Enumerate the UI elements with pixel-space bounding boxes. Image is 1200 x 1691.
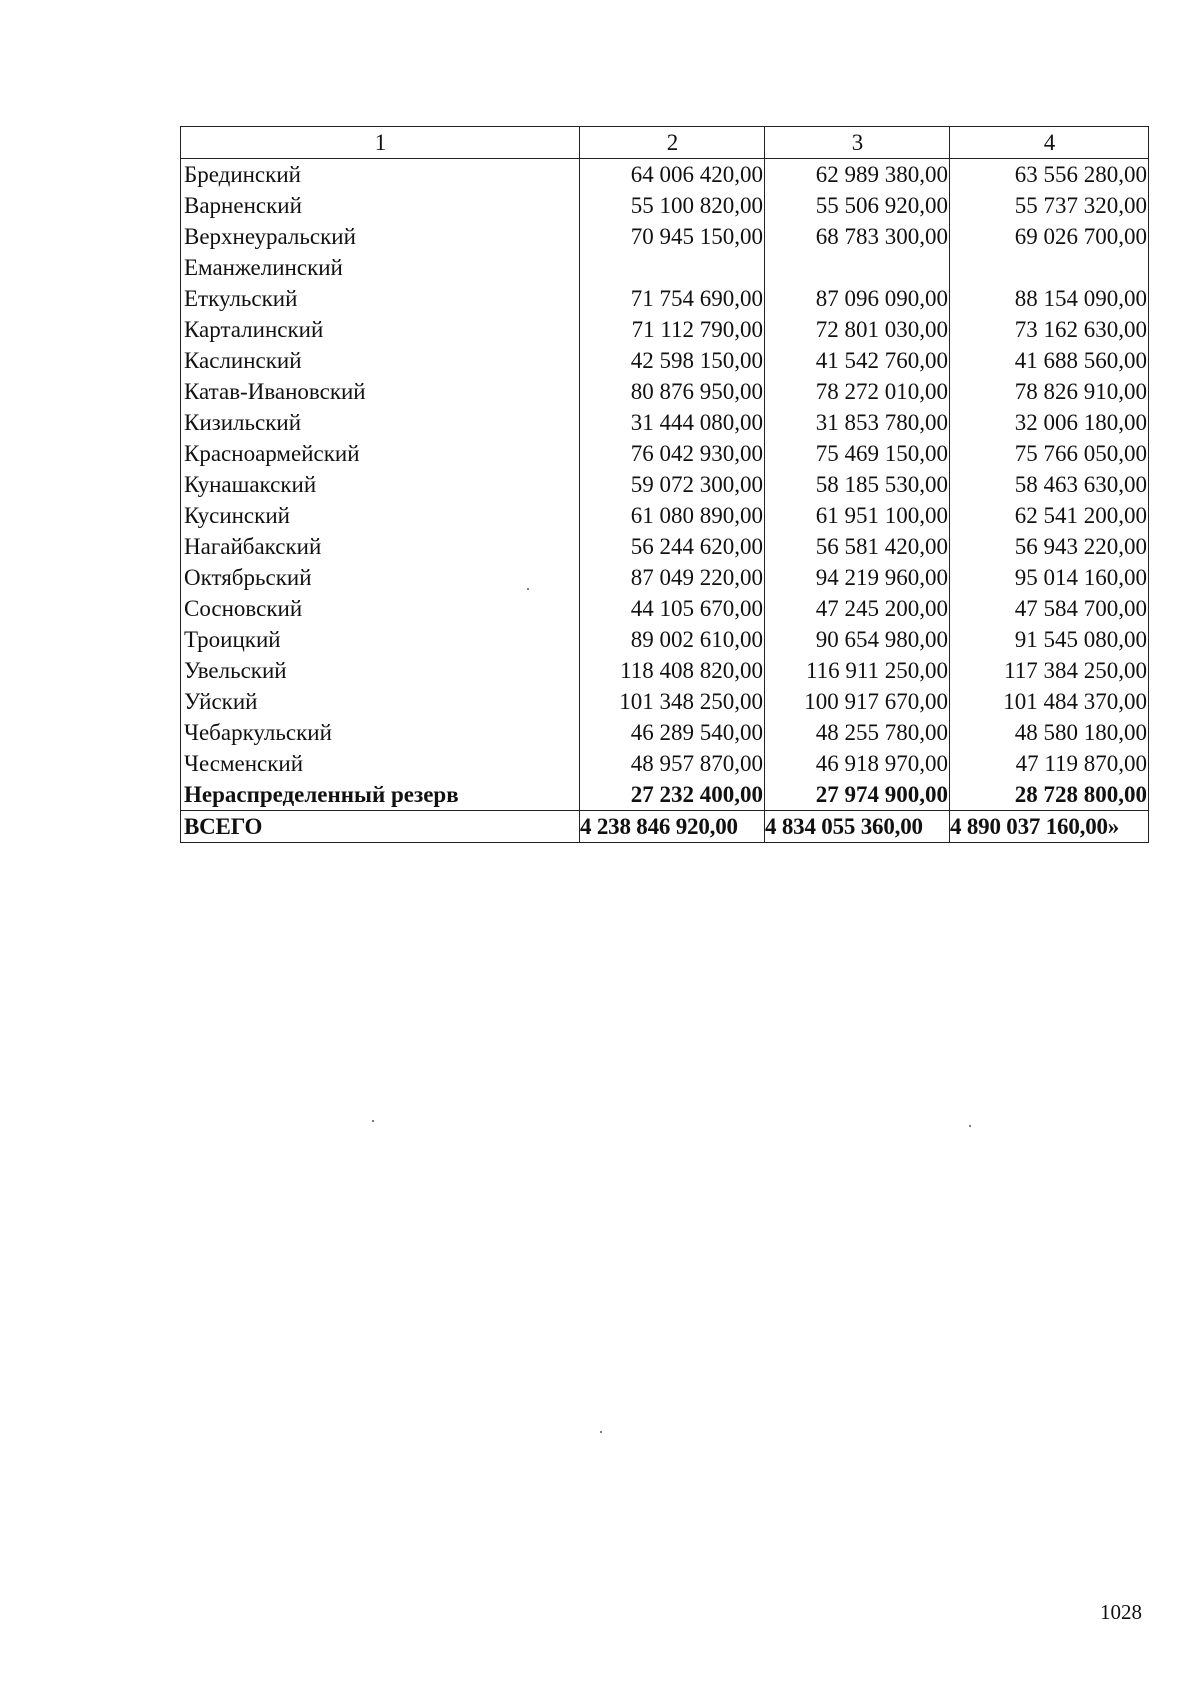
value-col-4: 32 006 180,00 bbox=[950, 407, 1149, 438]
table-row bbox=[181, 438, 1149, 469]
district-name: Катав-Ивановский bbox=[181, 376, 580, 407]
value-col-3: 48 255 780,00 bbox=[765, 717, 950, 748]
value-col-4: 95 014 160,00 bbox=[950, 562, 1149, 593]
district-name: Увельский bbox=[181, 655, 580, 686]
value-col-2 bbox=[580, 252, 765, 283]
value-col-4: 58 463 630,00 bbox=[950, 469, 1149, 500]
reserve-row bbox=[181, 779, 1149, 811]
table-row bbox=[181, 345, 1149, 376]
district-name: Чебаркульский bbox=[181, 717, 580, 748]
value-col-3: 41 542 760,00 bbox=[765, 345, 950, 376]
value-col-2: 44 105 670,00 bbox=[580, 593, 765, 624]
value-col-2: 59 072 300,00 bbox=[580, 469, 765, 500]
value-col-2: 89 002 610,00 bbox=[580, 624, 765, 655]
district-name: Красноармейский bbox=[181, 438, 580, 469]
value-col-4: 62 541 200,00 bbox=[950, 500, 1149, 531]
value-col-2: 80 876 950,00 bbox=[580, 376, 765, 407]
value-col-4: 55 737 320,00 bbox=[950, 190, 1149, 221]
district-name: Еткульский bbox=[181, 283, 580, 314]
district-name: Варненский bbox=[181, 190, 580, 221]
value-col-3: 31 853 780,00 bbox=[765, 407, 950, 438]
district-name: Нагайбакский bbox=[181, 531, 580, 562]
table-row bbox=[181, 748, 1149, 779]
district-name: Кизильский bbox=[181, 407, 580, 438]
value-col-4: 63 556 280,00 bbox=[950, 159, 1149, 191]
table-row bbox=[181, 593, 1149, 624]
value-col-3: 116 911 250,00 bbox=[765, 655, 950, 686]
value-col-3: 61 951 100,00 bbox=[765, 500, 950, 531]
value-col-2: 101 348 250,00 bbox=[580, 686, 765, 717]
value-col-4: 101 484 370,00 bbox=[950, 686, 1149, 717]
table-row bbox=[181, 407, 1149, 438]
value-col-3 bbox=[765, 252, 950, 283]
header-col-3: 3 bbox=[765, 127, 950, 159]
value-col-2: 56 244 620,00 bbox=[580, 531, 765, 562]
value-col-4: 48 580 180,00 bbox=[950, 717, 1149, 748]
value-col-3: 100 917 670,00 bbox=[765, 686, 950, 717]
reserve-value-col-4: 28 728 800,00 bbox=[950, 779, 1149, 811]
district-name: Брединский bbox=[181, 159, 580, 191]
total-value-col-2: 4 238 846 920,00 bbox=[580, 811, 765, 843]
reserve-value-col-3: 27 974 900,00 bbox=[765, 779, 950, 811]
value-col-3: 87 096 090,00 bbox=[765, 283, 950, 314]
district-name: Верхнеуральский bbox=[181, 221, 580, 252]
value-col-4: 91 545 080,00 bbox=[950, 624, 1149, 655]
total-label: ВСЕГО bbox=[181, 811, 580, 843]
header-col-4: 4 bbox=[950, 127, 1149, 159]
total-row bbox=[181, 811, 1149, 843]
district-name: Октябрьский bbox=[181, 562, 580, 593]
table-row bbox=[181, 469, 1149, 500]
table-row bbox=[181, 376, 1149, 407]
district-name: Кусинский bbox=[181, 500, 580, 531]
table-row bbox=[181, 562, 1149, 593]
value-col-2: 31 444 080,00 bbox=[580, 407, 765, 438]
value-col-2: 76 042 930,00 bbox=[580, 438, 765, 469]
table-header-row bbox=[181, 127, 1149, 159]
value-col-2: 61 080 890,00 bbox=[580, 500, 765, 531]
value-col-4: 117 384 250,00 bbox=[950, 655, 1149, 686]
total-value-col-3: 4 834 055 360,00 bbox=[765, 811, 950, 843]
value-col-3: 94 219 960,00 bbox=[765, 562, 950, 593]
value-col-2: 87 049 220,00 bbox=[580, 562, 765, 593]
table-row bbox=[181, 190, 1149, 221]
value-col-2: 71 754 690,00 bbox=[580, 283, 765, 314]
table-row bbox=[181, 717, 1149, 748]
value-col-3: 75 469 150,00 bbox=[765, 438, 950, 469]
value-col-4: 75 766 050,00 bbox=[950, 438, 1149, 469]
page-number: 1028 bbox=[1100, 1600, 1142, 1624]
value-col-3: 78 272 010,00 bbox=[765, 376, 950, 407]
value-col-2: 71 112 790,00 bbox=[580, 314, 765, 345]
scan-speck bbox=[969, 1125, 971, 1127]
table-row bbox=[181, 624, 1149, 655]
value-col-3: 58 185 530,00 bbox=[765, 469, 950, 500]
scan-speck bbox=[372, 1120, 374, 1122]
scan-speck bbox=[527, 588, 529, 590]
value-col-2: 42 598 150,00 bbox=[580, 345, 765, 376]
table-row bbox=[181, 221, 1149, 252]
district-name: Уйский bbox=[181, 686, 580, 717]
table-row bbox=[181, 252, 1149, 283]
value-col-3: 56 581 420,00 bbox=[765, 531, 950, 562]
district-name: Троицкий bbox=[181, 624, 580, 655]
district-name: Чесменский bbox=[181, 748, 580, 779]
value-col-3: 90 654 980,00 bbox=[765, 624, 950, 655]
value-col-3: 62 989 380,00 bbox=[765, 159, 950, 191]
table-row bbox=[181, 686, 1149, 717]
value-col-4: 41 688 560,00 bbox=[950, 345, 1149, 376]
table-row bbox=[181, 655, 1149, 686]
district-name: Карталинский bbox=[181, 314, 580, 345]
value-col-2: 118 408 820,00 bbox=[580, 655, 765, 686]
table-row bbox=[181, 159, 1149, 191]
value-col-3: 68 783 300,00 bbox=[765, 221, 950, 252]
district-name: Еманжелинский bbox=[181, 252, 580, 283]
district-name: Сосновский bbox=[181, 593, 580, 624]
table-row bbox=[181, 283, 1149, 314]
value-col-4: 88 154 090,00 bbox=[950, 283, 1149, 314]
value-col-4: 78 826 910,00 bbox=[950, 376, 1149, 407]
value-col-2: 64 006 420,00 bbox=[580, 159, 765, 191]
value-col-4: 73 162 630,00 bbox=[950, 314, 1149, 345]
district-name: Кунашакский bbox=[181, 469, 580, 500]
table-row bbox=[181, 500, 1149, 531]
header-col-2: 2 bbox=[580, 127, 765, 159]
reserve-label: Нераспределенный резерв bbox=[181, 779, 580, 811]
value-col-2: 70 945 150,00 bbox=[580, 221, 765, 252]
value-col-4: 47 119 870,00 bbox=[950, 748, 1149, 779]
header-col-1: 1 bbox=[181, 127, 580, 159]
scan-speck bbox=[600, 1431, 602, 1433]
value-col-2: 55 100 820,00 bbox=[580, 190, 765, 221]
value-col-3: 55 506 920,00 bbox=[765, 190, 950, 221]
value-col-3: 47 245 200,00 bbox=[765, 593, 950, 624]
table-row bbox=[181, 314, 1149, 345]
value-col-4: 47 584 700,00 bbox=[950, 593, 1149, 624]
table-row bbox=[181, 531, 1149, 562]
budget-table bbox=[180, 126, 1149, 843]
reserve-value-col-2: 27 232 400,00 bbox=[580, 779, 765, 811]
value-col-4: 56 943 220,00 bbox=[950, 531, 1149, 562]
total-value-col-4: 4 890 037 160,00» bbox=[950, 811, 1149, 843]
value-col-4: 69 026 700,00 bbox=[950, 221, 1149, 252]
value-col-3: 46 918 970,00 bbox=[765, 748, 950, 779]
value-col-2: 48 957 870,00 bbox=[580, 748, 765, 779]
value-col-2: 46 289 540,00 bbox=[580, 717, 765, 748]
district-name: Каслинский bbox=[181, 345, 580, 376]
value-col-4 bbox=[950, 252, 1149, 283]
value-col-3: 72 801 030,00 bbox=[765, 314, 950, 345]
